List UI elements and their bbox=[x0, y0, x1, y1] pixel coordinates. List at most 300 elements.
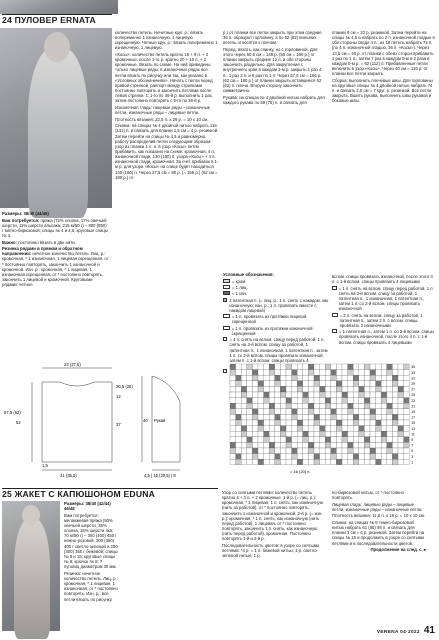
chart-cell bbox=[404, 381, 410, 387]
chart-cell bbox=[359, 409, 365, 415]
chart-cell bbox=[230, 375, 236, 381]
chart-cell bbox=[353, 409, 359, 415]
chart-cell bbox=[398, 442, 404, 448]
chart-cell bbox=[325, 403, 331, 409]
chart-cell bbox=[292, 364, 298, 370]
chart-cell bbox=[359, 454, 365, 460]
chart-cell bbox=[247, 442, 253, 448]
chart-cell bbox=[303, 392, 309, 398]
chart-cell bbox=[364, 442, 370, 448]
chart-cell bbox=[342, 392, 348, 398]
chart-cell bbox=[376, 420, 382, 426]
chart-cell bbox=[292, 398, 298, 404]
chart-cell bbox=[364, 448, 370, 454]
chart-cell bbox=[252, 454, 258, 460]
chart-cell bbox=[381, 448, 387, 454]
schematic-mid-height: 12 bbox=[116, 394, 121, 399]
pattern-24-title: 24 ПУЛОВЕР ERNATA bbox=[2, 15, 96, 25]
chart-cell bbox=[303, 442, 309, 448]
chart-cell bbox=[348, 398, 354, 404]
chart-cell bbox=[292, 459, 298, 465]
page-number: 41 bbox=[423, 625, 435, 637]
chart-cell bbox=[353, 364, 359, 370]
chart-cell bbox=[297, 398, 303, 404]
chart-cell bbox=[398, 448, 404, 454]
chart-cell bbox=[381, 403, 387, 409]
chart-cell bbox=[258, 431, 264, 437]
paragraph: Сборка: выполнить плечевые швы. Для горловины на круговые спицы № 4 двойной нитью набрать 74 п. и связать 2,5 см = 7 круг. р. резинкой. Все петли закрыть. Вшить рукава, выполнить швы рукавов и боковые швы. bbox=[332, 77, 433, 104]
chart-cell bbox=[348, 386, 354, 392]
chart-cell bbox=[252, 431, 258, 437]
chart-cell bbox=[236, 414, 242, 420]
chart-cell bbox=[398, 409, 404, 415]
chart-cell bbox=[308, 431, 314, 437]
chart-cell bbox=[292, 448, 298, 454]
chart-cell bbox=[286, 381, 292, 387]
pattern-24-column-3 bbox=[223, 30, 327, 280]
chart-cell bbox=[353, 437, 359, 443]
chart-cell bbox=[258, 454, 264, 460]
chart-cell bbox=[353, 420, 359, 426]
chart-cell bbox=[392, 454, 398, 460]
chart-cell bbox=[320, 414, 326, 420]
chart-cell bbox=[376, 386, 382, 392]
chart-cell bbox=[359, 381, 365, 387]
chart-cell bbox=[247, 459, 253, 465]
chart-cell bbox=[314, 420, 320, 426]
chart-cell bbox=[336, 426, 342, 432]
chart-cell bbox=[348, 364, 354, 370]
chart-cell bbox=[308, 409, 314, 415]
chart-cell bbox=[370, 370, 376, 376]
chart-cell bbox=[325, 392, 331, 398]
patent-symbol bbox=[223, 298, 227, 302]
chart-cell bbox=[387, 386, 393, 392]
chart-cell bbox=[404, 459, 410, 465]
chart-cell bbox=[392, 398, 398, 404]
paragraph: Последовательность цветов: в узоре со снятыми петлями: *4 р. = 1 п. бежевой нитью, 1 р. светло-зеленой нитью, 1 р. bbox=[222, 542, 319, 559]
paragraph: Резинка: нечетное количество петель. Лиц. р.: кромочная, * 1 лицевая, 1 изнаночная, от * постоянно повторять. Изн. р.: все петли вязать по рисунку. bbox=[64, 570, 118, 602]
chart-cell bbox=[314, 426, 320, 432]
chart-cell bbox=[331, 364, 337, 370]
chart-cell bbox=[275, 392, 281, 398]
chart-cell bbox=[286, 364, 292, 370]
chart-cell bbox=[303, 431, 309, 437]
chart-cell bbox=[392, 392, 398, 398]
chart-cell bbox=[392, 426, 398, 432]
jacket-photo bbox=[2, 501, 60, 631]
chart-cell bbox=[331, 454, 337, 460]
chart-cell bbox=[325, 398, 331, 404]
chart-cell bbox=[336, 392, 342, 398]
chart-cell bbox=[348, 370, 354, 376]
chart-cell bbox=[280, 442, 286, 448]
chart-cell bbox=[381, 386, 387, 392]
legend-item: = кром. bbox=[223, 279, 329, 284]
chart-cell bbox=[364, 409, 370, 415]
chart-cell bbox=[230, 386, 236, 392]
chart-cell bbox=[269, 442, 275, 448]
chart-cell bbox=[280, 409, 286, 415]
chart-cell bbox=[359, 370, 365, 376]
chart-cell bbox=[297, 375, 303, 381]
chart-cell bbox=[236, 431, 242, 437]
chart-cell bbox=[236, 442, 242, 448]
chart-cell bbox=[320, 437, 326, 443]
knitting-chart bbox=[222, 360, 436, 478]
chart-cell bbox=[230, 420, 236, 426]
chart-cell bbox=[387, 414, 393, 420]
chart-cell bbox=[247, 420, 253, 426]
chart-row-number: 29 bbox=[411, 382, 415, 386]
paragraph: Плотность вязания: 22,5 п. x 29 р. = 10 x 10 см. bbox=[115, 116, 209, 122]
chart-cell bbox=[392, 375, 398, 381]
chart-cell bbox=[353, 459, 359, 465]
chart-cell bbox=[404, 431, 410, 437]
pattern-24-column-2 bbox=[115, 30, 219, 370]
chart-cell bbox=[325, 437, 331, 443]
chart-cell bbox=[241, 381, 247, 387]
chart-cell bbox=[364, 403, 370, 409]
chart-cell bbox=[325, 375, 331, 381]
chart-cell bbox=[370, 448, 376, 454]
chart-cell bbox=[364, 454, 370, 460]
chart-cell bbox=[342, 409, 348, 415]
chart-cell bbox=[404, 403, 410, 409]
chart-cell bbox=[342, 364, 348, 370]
chart-cell bbox=[303, 448, 309, 454]
chart-cell bbox=[359, 442, 365, 448]
chart-cell bbox=[269, 403, 275, 409]
chart-cell bbox=[376, 398, 382, 404]
chart-cell bbox=[280, 403, 286, 409]
chart-cell bbox=[381, 364, 387, 370]
chart-cell bbox=[392, 431, 398, 437]
chart-cell bbox=[398, 459, 404, 465]
chart-cell bbox=[275, 403, 281, 409]
note-label: Важно: bbox=[2, 239, 18, 245]
chart-cell bbox=[280, 370, 286, 376]
chart-row-number: 19 bbox=[411, 410, 415, 414]
chart-cell bbox=[314, 370, 320, 376]
chart-cell bbox=[269, 431, 275, 437]
chart-cell bbox=[398, 426, 404, 432]
chart-cell bbox=[320, 375, 326, 381]
chart-cell bbox=[292, 426, 298, 432]
chart-cell bbox=[359, 392, 365, 398]
chart-cell bbox=[230, 403, 236, 409]
chart-cell bbox=[392, 364, 398, 370]
chart-cell bbox=[269, 454, 275, 460]
chart-cell bbox=[370, 375, 376, 381]
chart-cell bbox=[404, 426, 410, 432]
pullover-main-photo bbox=[0, 28, 112, 208]
chart-cell bbox=[258, 448, 264, 454]
legend-item: = 1 п. провязать из протяжки лицевой скрещенной bbox=[223, 314, 329, 324]
chart-cell bbox=[258, 437, 264, 443]
chart-cell bbox=[292, 437, 298, 443]
chart-cell bbox=[297, 420, 303, 426]
chart-cell bbox=[387, 448, 393, 454]
chart-cell bbox=[342, 448, 348, 454]
chart-cell bbox=[264, 403, 270, 409]
chart-cell bbox=[359, 420, 365, 426]
chart-cell bbox=[286, 409, 292, 415]
chart-cell bbox=[314, 381, 320, 387]
chart-cell bbox=[264, 392, 270, 398]
chart-row-number: 23 bbox=[411, 398, 415, 403]
chart-cell bbox=[342, 454, 348, 460]
chart-cell bbox=[376, 431, 382, 437]
chart-cell bbox=[269, 459, 275, 465]
chart-cell bbox=[376, 375, 382, 381]
chart-cell bbox=[359, 403, 365, 409]
chart-cell bbox=[320, 370, 326, 376]
chart-cell bbox=[252, 381, 258, 387]
pattern-25-title: 25 ЖАКЕТ С КАПЮШОНОМ EDUNA bbox=[2, 489, 156, 499]
chart-cell bbox=[303, 409, 309, 415]
chart-cell bbox=[348, 409, 354, 415]
chart-cell bbox=[303, 398, 309, 404]
chart-row-number: 5 bbox=[411, 449, 414, 454]
chart-cell bbox=[392, 459, 398, 465]
chart-cell bbox=[275, 426, 281, 432]
chart-cell bbox=[364, 420, 370, 426]
chart-cell bbox=[398, 392, 404, 398]
chart-cell bbox=[269, 437, 275, 443]
rib-text: нечетное количество петель. Лиц. р.: кромочная, * 1 изнаночная, 1 лицевая скрещенная, от * постоянно повторять, закончить 1 изнаночной и кромочной. Изн. р.: кромочная, * 1 лицевая, 1 изнаночная скрещенная, от * постоянно повторять, закончить 1 лицевой и кромочной. Круговыми рядами: четное bbox=[2, 251, 109, 288]
chart-cell bbox=[353, 392, 359, 398]
schematic-bottom: 31 (35,5) bbox=[60, 473, 77, 478]
chart-cell bbox=[280, 414, 286, 420]
chart-cell bbox=[370, 364, 376, 370]
chart-cell bbox=[348, 392, 354, 398]
chart-cell bbox=[230, 398, 236, 404]
chart-cell bbox=[252, 420, 258, 426]
chart-cell bbox=[398, 375, 404, 381]
chart-cell bbox=[342, 442, 348, 448]
chart-cell bbox=[303, 454, 309, 460]
chart-cell bbox=[247, 403, 253, 409]
chart-cell bbox=[381, 442, 387, 448]
chart-cell bbox=[297, 403, 303, 409]
sizes-label: Размеры: 38/40 (44/46) bbox=[2, 211, 49, 216]
chart-cell bbox=[297, 414, 303, 420]
chart-cell bbox=[404, 392, 410, 398]
chart-row-number: 3 bbox=[411, 454, 414, 459]
chart-cell bbox=[331, 420, 337, 426]
chart-cell bbox=[404, 364, 410, 370]
chart-row-number: 33 bbox=[411, 370, 415, 375]
chart-cell bbox=[303, 420, 309, 426]
chart-cell bbox=[353, 448, 359, 454]
chart-cell bbox=[392, 437, 398, 443]
chart-cell bbox=[336, 454, 342, 460]
chart-cell bbox=[286, 375, 292, 381]
chart-cell bbox=[247, 398, 253, 404]
chart-row-number: 13 bbox=[411, 426, 415, 431]
chart-cell bbox=[348, 420, 354, 426]
pattern-25-column-1 bbox=[64, 501, 118, 633]
chart-cell bbox=[342, 370, 348, 376]
chart-row-number: 9 bbox=[411, 438, 414, 442]
chart-cell bbox=[398, 431, 404, 437]
chart-cell bbox=[264, 454, 270, 460]
chart-cell bbox=[297, 437, 303, 443]
chart-cell bbox=[370, 386, 376, 392]
chart-cell bbox=[264, 398, 270, 404]
chart-cell bbox=[275, 420, 281, 426]
chart-cell bbox=[392, 409, 398, 415]
chart-cell bbox=[297, 392, 303, 398]
chart-cell bbox=[308, 403, 314, 409]
chart-cell bbox=[303, 403, 309, 409]
chart-cell bbox=[348, 454, 354, 460]
chart-cell bbox=[404, 409, 410, 415]
chart-cell bbox=[303, 459, 309, 465]
chart-cell bbox=[342, 459, 348, 465]
chart-cell bbox=[252, 437, 258, 443]
chart-cell bbox=[392, 386, 398, 392]
chart-cell bbox=[331, 459, 337, 465]
chart-cell bbox=[376, 448, 382, 454]
chart-cell bbox=[247, 437, 253, 443]
chart-cell bbox=[314, 414, 320, 420]
chart-cell bbox=[331, 431, 337, 437]
legend-item: = 1 п. провязать из протяжки изнаночной скрещенной bbox=[223, 326, 329, 336]
chart-cell bbox=[286, 403, 292, 409]
chart-cell bbox=[320, 398, 326, 404]
chart-cell bbox=[387, 375, 393, 381]
chart-cell bbox=[280, 392, 286, 398]
chart-cell bbox=[264, 375, 270, 381]
chart-cell bbox=[292, 409, 298, 415]
chart-cell bbox=[387, 442, 393, 448]
chart-cell bbox=[370, 398, 376, 404]
chart-cell bbox=[320, 426, 326, 432]
chart-cell bbox=[348, 426, 354, 432]
chart-cell bbox=[325, 459, 331, 465]
chart-cell bbox=[320, 448, 326, 454]
chart-cell bbox=[292, 442, 298, 448]
chart-cell bbox=[241, 392, 247, 398]
chart-cell bbox=[336, 459, 342, 465]
chart-cell bbox=[252, 448, 258, 454]
sleeve-bottom: 4,5 | 16 (20,5) | 8 bbox=[144, 473, 176, 478]
chart-cell bbox=[286, 386, 292, 392]
chart-cell bbox=[258, 442, 264, 448]
chart-row-number: 35 bbox=[411, 365, 415, 370]
legend-title: Условные обозначения: bbox=[223, 272, 274, 277]
chart-cell bbox=[286, 437, 292, 443]
chart-cell bbox=[236, 454, 242, 460]
chart-cell bbox=[280, 381, 286, 387]
chart-cell bbox=[381, 409, 387, 415]
chart-cell bbox=[387, 364, 393, 370]
chart-cell bbox=[364, 386, 370, 392]
paragraph: Спинка: на спицах № 8 темно-бирюзовой нитью набрать 61 (65) 69 п. и связать для планки 3 см = 6 р. резинкой. Затем перейти на спицы № 15 и продолжить в узоре со снятыми петлями и в последовательности цветов. bbox=[332, 519, 425, 546]
chart-cell bbox=[236, 381, 242, 387]
schematic-top-height: 20,5 (25) bbox=[116, 384, 133, 389]
chart-cell bbox=[370, 420, 376, 426]
chart-cell bbox=[336, 409, 342, 415]
chart-cell bbox=[314, 364, 320, 370]
chart-cell bbox=[325, 448, 331, 454]
chart-cell bbox=[348, 459, 354, 465]
garment-schematic bbox=[2, 362, 220, 482]
chart-cell bbox=[241, 403, 247, 409]
chart-cell bbox=[258, 409, 264, 415]
chart-cell bbox=[275, 381, 281, 387]
chart-cell bbox=[364, 364, 370, 370]
chart-cell bbox=[348, 442, 354, 448]
page-footer bbox=[377, 625, 435, 638]
chart-cell bbox=[320, 442, 326, 448]
chart-cell bbox=[241, 414, 247, 420]
chart-cell bbox=[370, 381, 376, 387]
chart-cell bbox=[236, 386, 242, 392]
chart-cell bbox=[370, 442, 376, 448]
chart-cell bbox=[392, 370, 398, 376]
chart-cell bbox=[286, 392, 292, 398]
paragraph: Рукава: на спицах № 4 двойной нитью набрать для каждого рукава по 59 (75) п. и связать для bbox=[223, 94, 325, 105]
chart-cell bbox=[275, 409, 281, 415]
chart-cell bbox=[303, 414, 309, 420]
legend-item: = 1 изн. bbox=[223, 291, 329, 296]
chart-cell bbox=[331, 442, 337, 448]
chart-cell bbox=[275, 442, 281, 448]
chart-cell bbox=[364, 431, 370, 437]
chart-cell bbox=[314, 437, 320, 443]
chart-cell bbox=[331, 414, 337, 420]
chart-cell bbox=[364, 426, 370, 432]
chart-cell bbox=[320, 420, 326, 426]
chart-cell bbox=[297, 386, 303, 392]
chart-cell bbox=[292, 414, 298, 420]
chart-cell bbox=[286, 398, 292, 404]
chart-cell bbox=[308, 364, 314, 370]
chart-cell bbox=[376, 454, 382, 460]
chart-cell bbox=[247, 386, 253, 392]
chart-cell bbox=[241, 409, 247, 415]
chart-cell bbox=[320, 409, 326, 415]
chart-cell bbox=[308, 426, 314, 432]
chart-cell bbox=[275, 364, 281, 370]
chart-cell bbox=[247, 426, 253, 432]
chart-cell bbox=[387, 420, 393, 426]
chart-cell bbox=[275, 375, 281, 381]
chart-cell bbox=[348, 414, 354, 420]
paragraph: но-бирюзовой нитью, от * постоянно повторять. bbox=[332, 490, 404, 501]
paragraph: Спинка: на спицах № 4 двойной нитью набрать 115 (131) п. и связать для планки 1,5 см = 4 р. резинкой. Затем перейти на спицы № 4,5 и равномерно, работу распределив петли следующим образом: узор из планки 1 л. п. в узор «Косы» петли прибавить, как показано на схеме: кромочная, 4 п. изнаночной глади, 130 (150) п. узора «Косы» + 4 п. изнаночной глади, кромочная. За счет прибавок в 1-м р. для узора «Косы» на спице будет находиться 140 (160) п. Через 27,5 см = 80 р. (= 166 р.) (62 см = 180 р.) от bbox=[115, 123, 219, 180]
chart-cell bbox=[230, 370, 236, 376]
chart-cell bbox=[392, 403, 398, 409]
chart-cell bbox=[264, 442, 270, 448]
chart-cell bbox=[342, 381, 348, 387]
chart-cell bbox=[269, 370, 275, 376]
chart-cell bbox=[264, 431, 270, 437]
chart-cell bbox=[230, 426, 236, 432]
chart-row-number: 11 bbox=[411, 432, 415, 437]
paragraph: количество петель. Нечетные круг. р.: вязать попеременно 1 изнаночную, 1 лицевую скрещенную. Четные круг. р.: вязать попеременно 1 изнаночную, 1 лицевую. bbox=[115, 30, 218, 51]
chart-cell bbox=[264, 414, 270, 420]
chart-cell bbox=[258, 370, 264, 376]
chart-cell bbox=[387, 370, 393, 376]
chart-cell bbox=[269, 448, 275, 454]
chart-cell bbox=[387, 392, 393, 398]
knit-symbol bbox=[223, 285, 230, 289]
chart-cell bbox=[292, 375, 298, 381]
